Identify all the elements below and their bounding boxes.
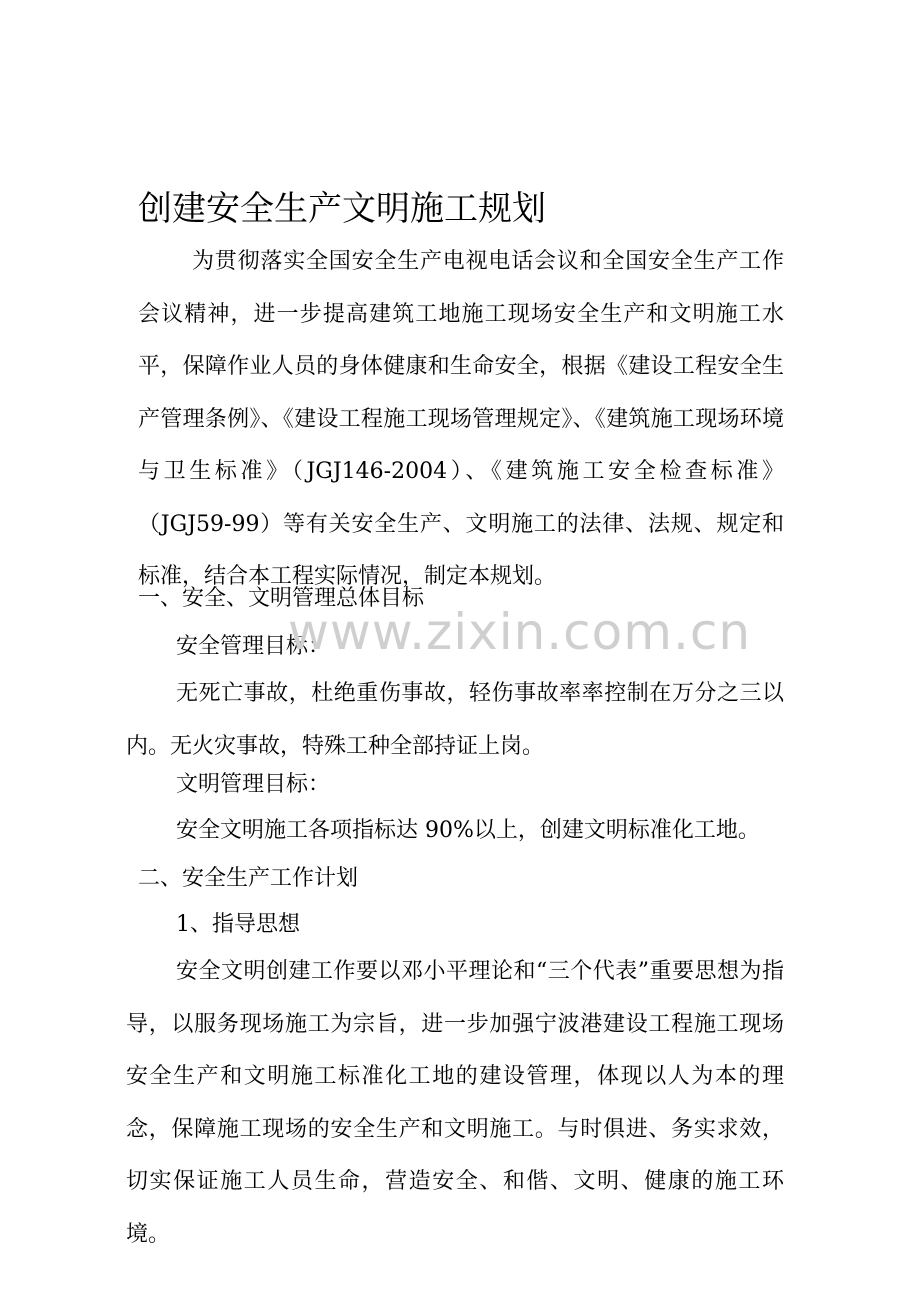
section-2-heading: 二、安全生产工作计划 bbox=[138, 866, 359, 891]
watermark: www.zixin.com.cn bbox=[288, 603, 752, 661]
civil-goal-label: 文明管理目标： bbox=[176, 772, 331, 797]
guiding-thought-paragraph: 安全文明创建工作要以邓小平理论和“三个代表”重要思想为指导，以服务现场施工为宗旨，进一步加强宁波港建设工程施工现场安全生产和文明施工标准化工地的建设管理，体现以人为本的理念，保障施工现场的安全生产和文明施工。与时俱进、务实求效，切实保证施工人员生命，营造安全、和偕、文明、健康的施工环境。 bbox=[126, 959, 784, 1247]
safety-goal-label: 安全管理目标： bbox=[176, 634, 331, 659]
section-1-heading: 一、安全、文明管理总体目标 bbox=[138, 586, 425, 611]
intro-paragraph: 为贯彻落实全国安全生产电视电话会议和全国安全生产工作会议精神，进一步提高建筑工地施工现场安全生产和文明施工水平，保障作业人员的身体健康和生命安全，根据《建设工程安全生产管理条例》、《建设工程施工现场管理规定》、《建筑施工现场环境与卫生标准》（JGJ146-2004）、《建筑施工安全检查标准》（JGJ59-99）等有关安全生产、文明施工的法律、法规、规定和标准，结合本工程实际情况，制定本规划。 bbox=[138, 249, 784, 589]
subsection-1-heading: 1、指导思想 bbox=[176, 912, 300, 937]
civil-goal-text: 安全文明施工各项指标达 90%以上，创建文明标准化工地。 bbox=[176, 818, 760, 843]
page-title: 创建安全生产文明施工规划 bbox=[138, 189, 546, 229]
safety-goal-text: 无死亡事故，杜绝重伤事故，轻伤事故率率控制在万分之三以内。无火灾事故，特殊工种全部持证上岗。 bbox=[126, 681, 784, 759]
